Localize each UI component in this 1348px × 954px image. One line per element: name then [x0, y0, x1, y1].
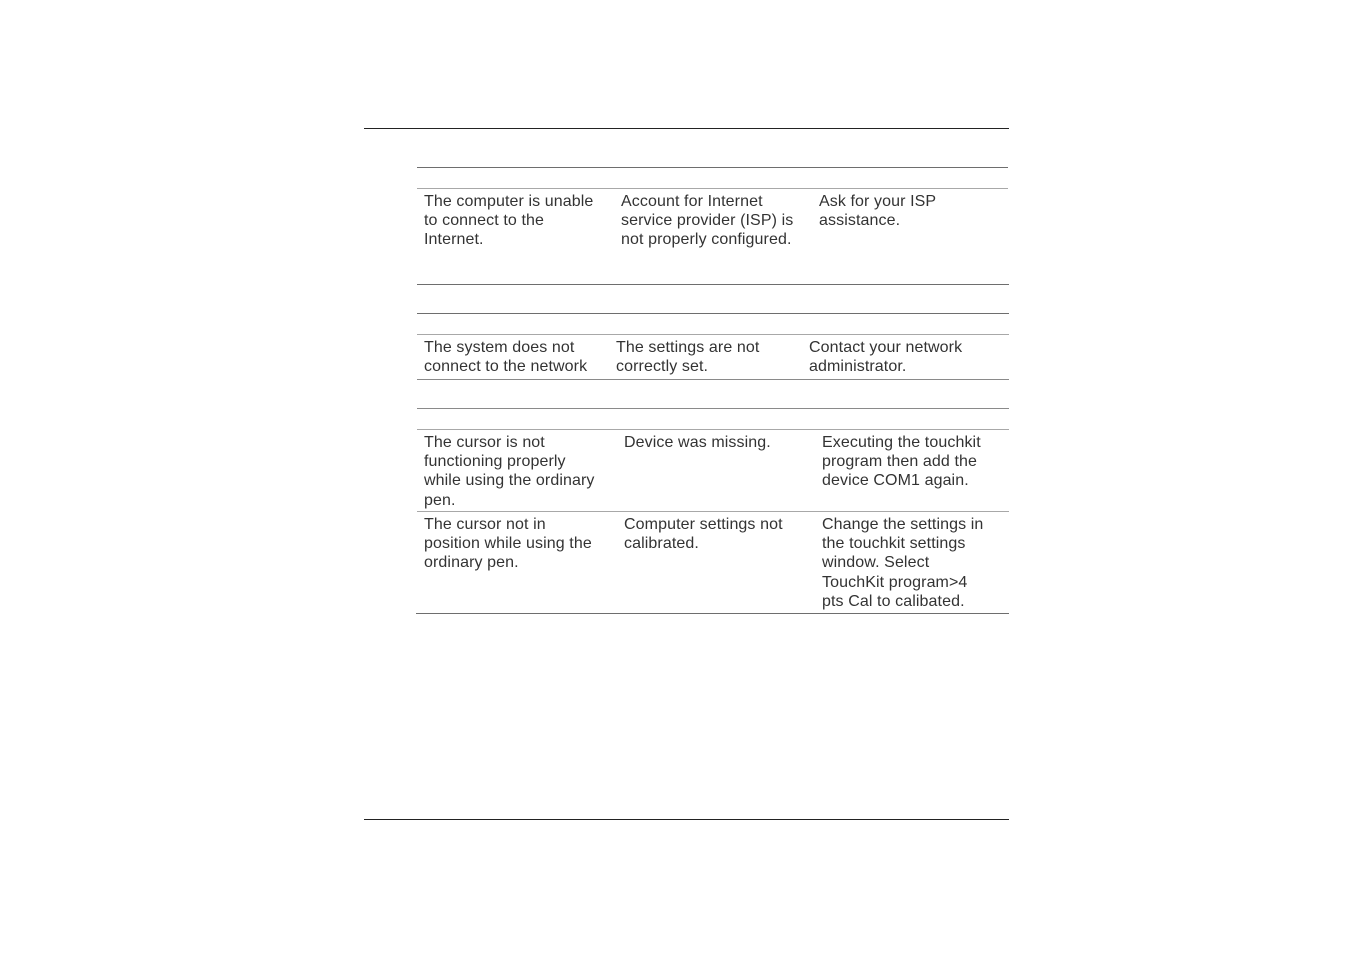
table-header-rule [417, 188, 1008, 189]
table-bottom-rule [416, 613, 1009, 614]
page-header-rule [364, 128, 1009, 129]
table-bottom-rule [417, 379, 1009, 380]
table-top-rule [417, 313, 1009, 314]
solution-cell: Ask for your ISP assistance. [819, 193, 937, 230]
page-footer-rule [364, 819, 1009, 820]
cause-cell: The settings are not correctly set. [616, 339, 760, 376]
table-top-rule [417, 167, 1008, 168]
table-header-rule [417, 429, 1009, 430]
cause-cell: Device was missing. [624, 434, 771, 451]
table-row-separator [417, 511, 1009, 512]
problem-cell: The computer is unable to connect to the Internet. [424, 193, 594, 249]
table-header-rule [417, 334, 1009, 335]
table-bottom-rule [417, 284, 1009, 285]
problem-cell: The system does not connect to the network [424, 339, 588, 376]
solution-cell: Executing the touchkit program then add the device COM1 again. [822, 434, 981, 490]
problem-cell: The cursor not in position while using the ordinary pen. [424, 516, 592, 572]
solution-cell: Contact your network administrator. [809, 339, 963, 376]
problem-cell: The cursor is not functioning properly while using the ordinary pen. [424, 434, 595, 509]
cause-cell: Account for Internet service provider (ISP) is not properly configured. [621, 193, 794, 249]
table-top-rule [417, 408, 1009, 409]
cause-cell: Computer settings not calibrated. [624, 516, 783, 553]
solution-cell: Change the settings in the touchkit settings window. Select TouchKit program>4 pts Cal to calibated. [822, 516, 984, 610]
